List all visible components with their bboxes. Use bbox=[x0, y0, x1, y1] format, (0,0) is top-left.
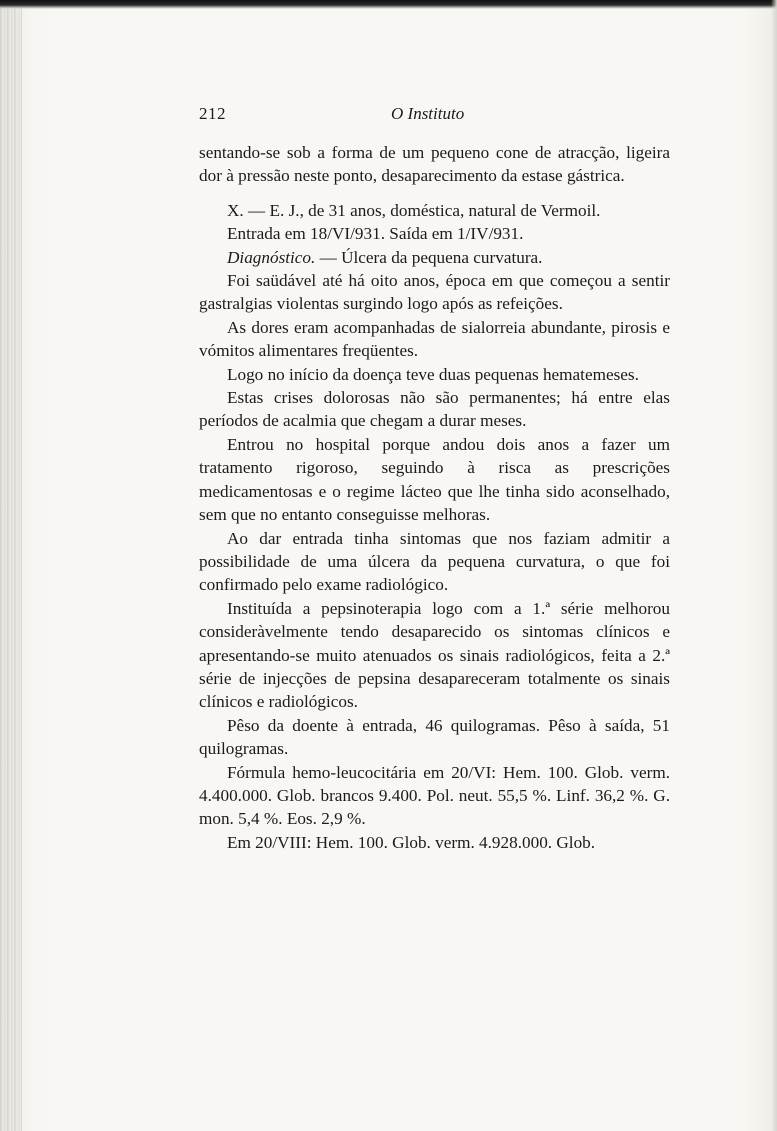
scan-right-edge bbox=[771, 0, 777, 1131]
paragraph-crises: Estas crises dolorosas não são permanentes; há entre elas períodos de acalmia que chegam a durar meses. bbox=[199, 388, 670, 431]
paragraph-blood-formula-2: Em 20/VIII: Hem. 100. Glob. verm. 4.928.000. Glob. bbox=[227, 832, 596, 852]
admission-dates: Entrada em 18/VI/931. Saída em 1/IV/931. bbox=[227, 224, 524, 244]
running-header bbox=[199, 104, 669, 128]
paragraph-history: Foi saüdável até há oito anos, época em que começou a sentir gastralgias violentas surgindo logo após as refeições. bbox=[199, 271, 670, 314]
paragraph-symptoms: As dores eram acompanhadas de sialorreia abundante, pirosis e vómitos alimentares freqüentes. bbox=[199, 317, 670, 361]
paragraph-blood-formula: Fórmula hemo-leucocitária em 20/VI: Hem. 100. Glob. verm. 4.400.000. Glob. brancos 9.400. Pol. neut. 55,5 %. Linf. 36,2 %. G. mon. 5,4 %. Eos. 2,9 %. bbox=[199, 762, 670, 829]
binding-shadow bbox=[0, 0, 22, 1131]
diagnosis-label: Diagnóstico. bbox=[227, 247, 316, 267]
scan-top-edge bbox=[0, 0, 777, 9]
paragraph-admission: Entrou no hospital porque andou dois anos a fazer um tratamento rigoroso, seguindo à risca as prescrições medicamentosas e o regime lácteo que lhe tinha sido aconselhado, sem que no entanto conseguisse melhoras. bbox=[199, 434, 670, 525]
paragraph-continuation: sentando-se sob a forma de um pequeno cone de atracção, ligeira dor à pressão neste ponto, desaparecimento da estase gástrica. bbox=[199, 143, 670, 186]
paragraph-treatment: Instituída a pepsinoterapia logo com a 1.ª série melhorou consideràvelmente tendo desaparecido os sintomas clínicos e apresentando-se muito atenuados os sinais radiológicos, feita a 2.ª série de injecções de pepsina desapareceram totalmente os sinais clínicos e radiológicos. bbox=[199, 598, 670, 712]
paragraph-hematemesis: Logo no início da doença teve duas pequenas hematemeses. bbox=[227, 364, 639, 384]
body-text bbox=[199, 141, 670, 854]
diagnosis-text: — Úlcera da pequena curvatura. bbox=[315, 247, 543, 267]
paragraph-weight: Pêso da doente à entrada, 46 quilogramas. Pêso à saída, 51 quilogramas. bbox=[199, 715, 670, 759]
running-title: O Instituto bbox=[391, 104, 465, 123]
diagnosis-line bbox=[199, 246, 670, 269]
case-heading: X. — E. J., de 31 anos, doméstica, natural de Vermoil. bbox=[227, 200, 601, 220]
page-number: 212 bbox=[199, 104, 226, 123]
paragraph-radiology: Ao dar entrada tinha sintomas que nos faziam admitir a possibilidade de uma úlcera da pequena curvatura, o que foi confirmado pelo exame radiológico. bbox=[199, 528, 670, 595]
